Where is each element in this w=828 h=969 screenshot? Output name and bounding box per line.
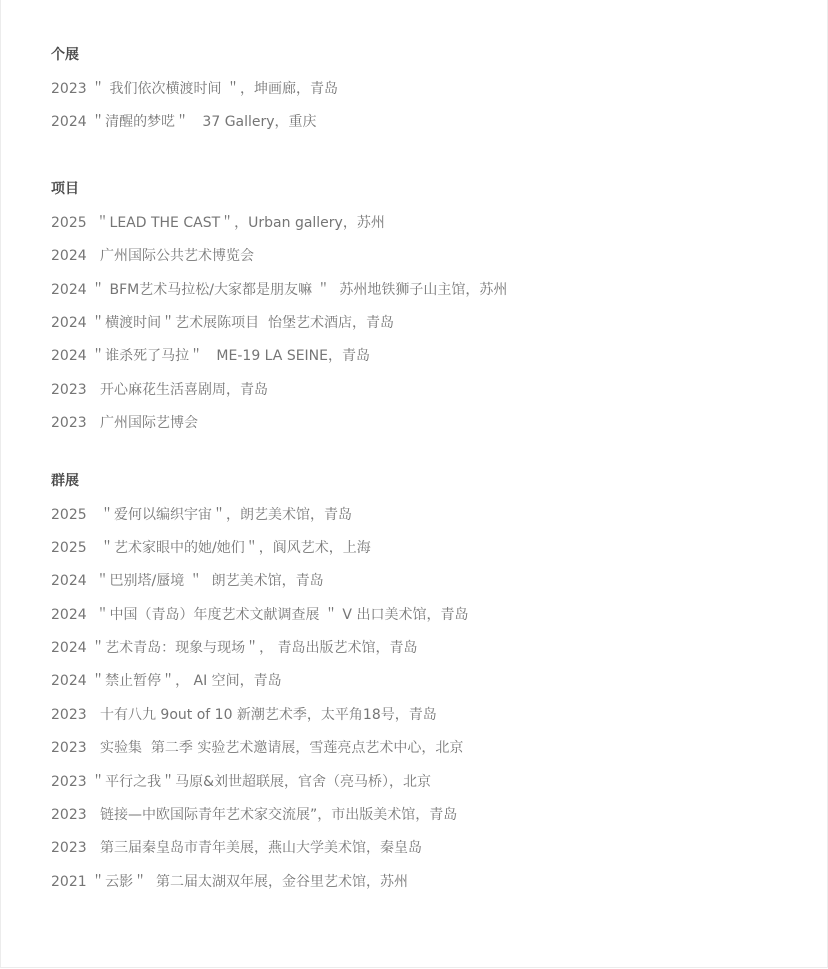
group-entry: 2023 十有八九 9out of 10 新潮艺术季，太平角18号，青岛 [51, 706, 437, 723]
solo-entry: 2024 ＂清醒的梦呓＂ 37 Gallery，重庆 [51, 114, 317, 131]
solo-section-title: 个展 [51, 47, 79, 63]
project-entry: 2023 广州国际艺博会 [51, 415, 198, 432]
solo-section [51, 40, 791, 140]
solo-entry: 2023 ＂ 我们依次横渡时间 ＂，坤画廊，青岛 [51, 81, 338, 97]
group-entry: 2023 ＂平行之我＂马原&刘世超联展，官舍（亮马桥），北京 [51, 773, 431, 790]
cv-content [51, 40, 791, 899]
group-entry: 2024 ＂巴别塔/蜃境 ＂ 朗艺美术馆，青岛 [51, 573, 324, 590]
group-section-title: 群展 [51, 472, 79, 489]
project-entry: 2024 广州国际公共艺术博览会 [51, 248, 254, 265]
group-entry: 2025 ＂爱何以编织宇宙＂，朗艺美术馆，青岛 [51, 506, 352, 523]
projects-section-title: 项目 [51, 180, 79, 197]
group-entry: 2023 链接—中欧国际青年艺术家交流展”，市出版美术馆，青岛 [51, 807, 458, 824]
group-entry: 2023 第三届秦皇岛市青年美展，燕山大学美术馆，秦皇岛 [51, 840, 422, 857]
project-entry: 2024 ＂谁杀死了马拉＂ ME-19 LA SEINE，青岛 [51, 348, 370, 365]
group-entry: 2024 ＂禁止暂停＂， AI 空间，青岛 [51, 673, 282, 690]
projects-section [51, 174, 791, 441]
group-entry: 2023 实验集 第二季 实验艺术邀请展，雪莲亮点艺术中心，北京 [51, 740, 464, 757]
project-entry: 2025 ＂LEAD THE CAST＂，Urban gallery，苏州 [51, 214, 385, 231]
group-entry: 2025 ＂艺术家眼中的她/她们＂，阆风艺术，上海 [51, 539, 371, 556]
project-entry: 2024 ＂横渡时间＂艺术展陈项目 怡堡艺术酒店，青岛 [51, 314, 394, 331]
group-section [51, 466, 791, 900]
project-entry: 2023 开心麻花生活喜剧周，青岛 [51, 381, 268, 398]
group-entry: 2024 ＂艺术青岛：现象与现场＂， 青岛出版艺术馆，青岛 [51, 640, 418, 657]
group-entry: 2021 ＂云影＂ 第二届太湖双年展，金谷里艺术馆，苏州 [51, 873, 408, 890]
group-entry: 2024 ＂中国（青岛）年度艺术文献调查展 ＂ V 出口美术馆，青岛 [51, 606, 469, 623]
project-entry: 2024 ＂ BFM艺术马拉松/大家都是朋友嘛 ＂ 苏州地铁狮子山主馆，苏州 [51, 281, 508, 298]
